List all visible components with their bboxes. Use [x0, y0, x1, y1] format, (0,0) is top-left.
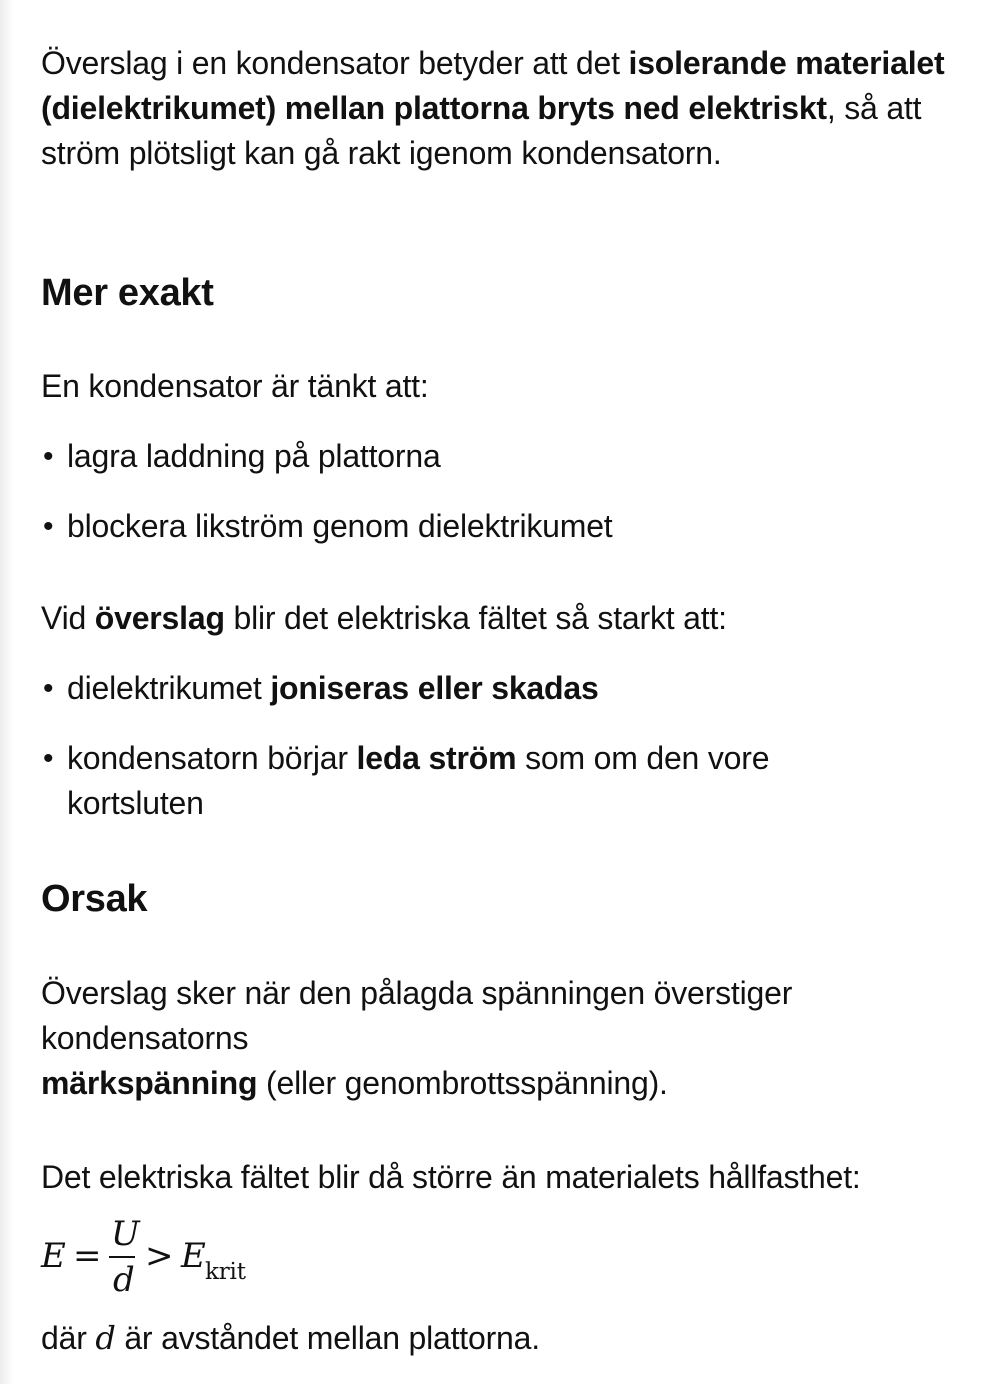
overslag-bold: överslag	[94, 600, 225, 636]
left-edge-shade	[0, 0, 14, 1384]
list-item-text: lagra laddning på plattorna	[67, 438, 441, 474]
formula-rhs-subscript: krit	[205, 1259, 246, 1285]
list-item	[41, 736, 861, 826]
intro-bold-text: isolerande materialet (dielektrikumet) mellan plattorna bryts ned elektriskt	[41, 45, 945, 126]
markspanning-bold: märkspänning	[41, 1065, 258, 1101]
formula-greater-than: >	[145, 1236, 174, 1276]
intro-paragraph	[41, 41, 971, 176]
list-item	[41, 666, 941, 711]
bullet-dot: •	[43, 440, 54, 473]
formula-denominator: d	[113, 1260, 135, 1300]
list-item-text: blockera likström genom dielektrikumet	[67, 508, 613, 544]
orsak-line-3	[41, 1061, 971, 1106]
orsak-paragraph	[41, 971, 971, 1106]
distance-text-2: är avståndet mellan plattorna.	[115, 1320, 540, 1356]
field-paragraph: Det elektriska fältet blir då större än materialets hållfasthet:	[41, 1159, 861, 1195]
list-item-bold: joniseras eller skadas	[270, 670, 599, 706]
list-item-bold: leda ström	[356, 740, 517, 776]
list-item-text: dielektrikumet	[67, 670, 271, 706]
lead-paragraph: En kondensator är tänkt att:	[41, 368, 429, 404]
heading-mer-exakt: Mer exakt	[41, 272, 214, 314]
orsak-line-2: kondensatorns	[41, 1020, 249, 1056]
formula-lhs: E	[41, 1236, 66, 1276]
distance-paragraph	[41, 1316, 971, 1361]
heading-orsak: Orsak	[41, 878, 148, 920]
list-item-text: kondensatorn börjar	[67, 740, 357, 776]
overslag-paragraph	[41, 596, 971, 641]
distance-variable: d	[95, 1319, 116, 1357]
overslag-text-2: blir det elektriska fältet så starkt att:	[224, 600, 727, 636]
list-item	[41, 434, 941, 479]
list-item-text-tail: som om den vore kortsluten	[67, 740, 770, 821]
list-item	[41, 504, 941, 549]
formula-numerator: U	[111, 1214, 140, 1254]
bullet-dot: •	[43, 510, 54, 543]
orsak-line-3-text: (eller genombrottsspänning).	[257, 1065, 668, 1101]
overslag-text-1: Vid	[41, 600, 95, 636]
bullet-dot: •	[43, 742, 54, 775]
formula-equals: =	[73, 1236, 102, 1276]
orsak-line-1: Överslag sker när den pålagda spänningen överstiger	[41, 975, 793, 1011]
bullet-dot: •	[43, 672, 54, 705]
distance-text-1: där	[41, 1320, 96, 1356]
intro-text-1: Överslag i en kondensator betyder att det	[41, 45, 629, 81]
intro-text-2: , så att ström plötsligt kan gå rakt igenom kondensatorn.	[41, 90, 922, 171]
formula-rhs: E	[181, 1236, 206, 1276]
